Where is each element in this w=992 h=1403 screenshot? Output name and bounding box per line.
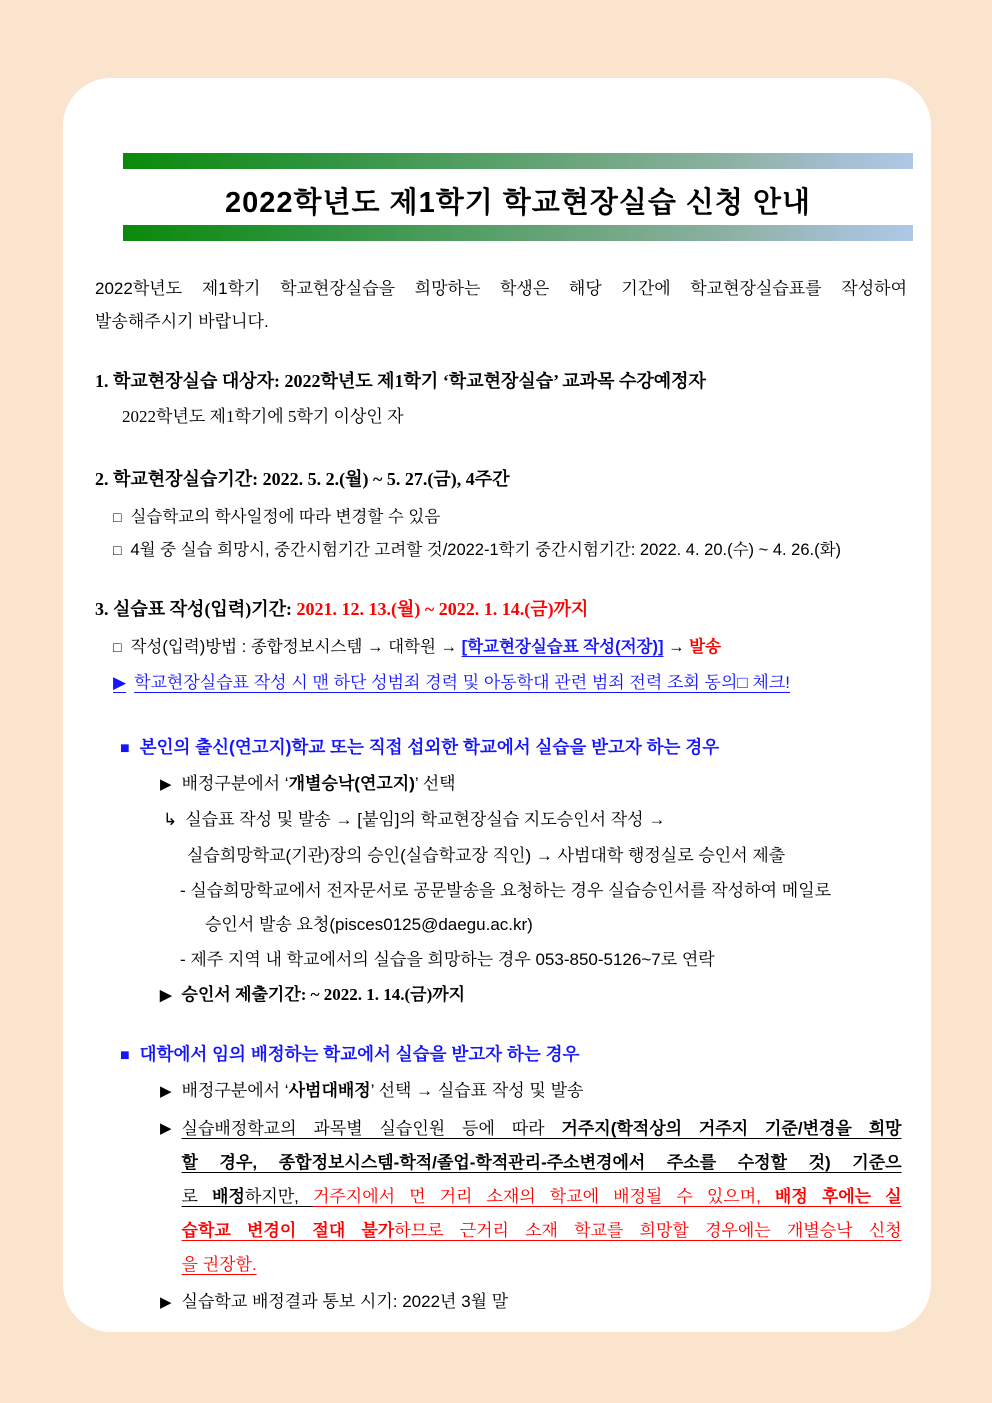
para-span: 하지만, (244, 1187, 313, 1206)
title-banner (123, 78, 913, 241)
section-1-heading: 1. 학교현장실습 대상자: 2022학년도 제1학기 ‘학교현장실습’ 교과목 수강예정자 (95, 371, 706, 391)
block-a-item-2 (163, 803, 907, 836)
page-title: 2022학년도 제1학기 학교현장실습 신청 안내 (224, 187, 812, 219)
para-span: 거주지에서 먼 거리 소재의 학교에 배정될 수 있으며, (312, 1187, 775, 1206)
banner-top-bar (123, 153, 913, 169)
section-2-bullet-2-text: 4월 중 실습 희망시, 중간시험기간 고려할 것/2022-1학기 중간시험기간: 2022. 4. 20.(수) ~ 4. 26.(화) (130, 541, 842, 559)
residence-assignment-text (182, 1112, 902, 1282)
intro-paragraph (95, 272, 907, 338)
section-3-heading-label: 3. 실습표 작성(입력)기간: (95, 599, 297, 619)
method-text: 작성(입력)방법 : 종합정보시스템 → 대학원 → (130, 638, 462, 656)
para-span: 배정 (212, 1187, 245, 1206)
block-a-item-6: - 제주 지역 내 학교에서의 실습을 희망하는 경우 053-850-5126~7로 연락 (180, 950, 715, 969)
paragraph-line-3 (182, 1180, 902, 1214)
notice-document-card (63, 78, 931, 1332)
triangle-bullet-icon: ▶ (160, 1120, 172, 1137)
section-2-bullet-1 (113, 501, 907, 534)
block-b-heading (120, 1038, 907, 1072)
arrow-text: → (663, 638, 690, 656)
block-b-heading-text: 대학에서 임의 배정하는 학교에서 실습을 받고자 하는 경우 (139, 1044, 580, 1064)
intro-line-1: 2022학년도 제1학기 학교현장실습을 희망하는 학생은 해당 기간에 학교현장실습표를 작성하여 (95, 279, 907, 298)
block-a-item-5: 승인서 발송 요청(pisces0125@daegu.ac.kr) (205, 915, 533, 934)
crime-check-notice-text: 학교현장실습표 작성 시 맨 하단 성범죄 경력 및 아동학대 관련 범죄 전력 조회 동의□ 체크! (134, 673, 790, 692)
block-a-heading (120, 731, 907, 765)
square-bullet-icon: □ (113, 509, 122, 525)
triangle-bullet-icon: ▶ (160, 776, 172, 793)
triangle-bullet-icon: ▶ (160, 988, 172, 1004)
paragraph-line-1 (182, 1112, 902, 1146)
para-span: 배정 후에는 실 (774, 1187, 902, 1206)
practice-form-link[interactable]: [학교현장실습표 작성(저장)] (461, 638, 664, 656)
send-emphasis: 발송 (689, 638, 722, 656)
square-bullet-icon: □ (113, 639, 122, 655)
block-b-item-1 (160, 1074, 907, 1108)
para-span: 습학교 변경이 절대 불가 (181, 1221, 395, 1240)
paragraph-line-4 (182, 1214, 902, 1248)
approval-deadline-text: 승인서 제출기간: ~ 2022. 1. 14.(금)까지 (181, 985, 466, 1004)
triangle-bullet-icon: ▶ (160, 1294, 172, 1311)
triangle-bullet-icon: ▶ (113, 673, 127, 692)
section-2 (95, 463, 907, 567)
college-assignment-option: 사범대배정 (288, 1081, 371, 1100)
individual-consent-option: 개별승낙(연고지) (288, 774, 415, 793)
para-span: 거주지(학적상의 거주지 기준/변경을 희망 (561, 1119, 902, 1138)
section-3-method-line (113, 631, 907, 664)
para-span: 을 권장함. (181, 1255, 257, 1274)
filled-square-bullet-icon: ■ (120, 1047, 130, 1064)
filled-square-bullet-icon: ■ (120, 740, 130, 757)
crime-check-notice (113, 666, 907, 699)
section-1 (95, 365, 907, 433)
block-b-item-1-prefix: 배정구분에서 ‘ (181, 1081, 289, 1100)
hook-arrow-icon: ↳ (163, 810, 178, 829)
document-body (63, 272, 931, 1319)
intro-line-2: 발송해주시기 바랍니다. (95, 312, 269, 331)
section-1-subline: 2022학년도 제1학기에 5학기 이상인 자 (122, 407, 404, 426)
section-2-bullet-2 (113, 534, 907, 567)
block-b-item-3 (160, 1285, 907, 1319)
residence-assignment-paragraph (160, 1112, 907, 1282)
block-college-assignment (95, 1038, 907, 1319)
block-individual-consent (95, 731, 907, 1013)
section-3 (95, 593, 907, 699)
block-a-item-1-suffix: ’ 선택 (414, 774, 456, 793)
section-2-bullet-1-text: 실습학교의 학사일정에 따라 변경할 수 있음 (130, 508, 441, 526)
para-span: 실습배정학교의 과목별 실습인원 등에 따라 (181, 1119, 562, 1138)
block-a-item-1 (160, 767, 907, 801)
para-span: 할 경우, 종합정보시스템-학적/졸업-학적관리-주소변경에서 주소를 수정할 것) 기준으 (181, 1153, 902, 1172)
block-a-item-3: 실습희망학교(기관)장의 승인(실습학교장 직인) → 사범대학 행정실로 승인서 제출 (187, 846, 786, 865)
block-a-item-7 (160, 978, 907, 1013)
block-a-heading-text: 본인의 출신(연고지)학교 또는 직접 섭외한 학교에서 실습을 받고자 하는 경우 (139, 737, 720, 757)
para-span: 하므로 근거리 소재 학교를 희망할 경우에는 개별승낙 신청 (394, 1221, 902, 1240)
para-span: 로 (181, 1187, 213, 1206)
block-a-item-2-text: 실습표 작성 및 발송 → [붙임]의 학교현장실습 지도승인서 작성 → (185, 810, 666, 829)
paragraph-line-2 (182, 1146, 902, 1180)
block-a-item-1-prefix: 배정구분에서 ‘ (181, 774, 289, 793)
assignment-result-notice-text: 실습학교 배정결과 통보 시기: 2022년 3월 말 (181, 1292, 509, 1311)
block-b-item-1-suffix: ’ 선택 → 실습표 작성 및 발송 (370, 1081, 584, 1100)
banner-bottom-bar (123, 225, 913, 241)
paragraph-line-5 (182, 1248, 902, 1282)
block-a-item-4: - 실습희망학교에서 전자문서로 공문발송을 요청하는 경우 실습승인서를 작성하여 메일로 (180, 881, 832, 900)
square-bullet-icon: □ (113, 542, 122, 558)
section-3-heading-dates: 2021. 12. 13.(월) ~ 2022. 1. 14.(금)까지 (296, 599, 589, 619)
section-2-heading: 2. 학교현장실습기간: 2022. 5. 2.(월) ~ 5. 27.(금), 4주간 (95, 469, 510, 489)
triangle-bullet-icon: ▶ (160, 1083, 172, 1100)
section-3-heading (95, 593, 907, 626)
